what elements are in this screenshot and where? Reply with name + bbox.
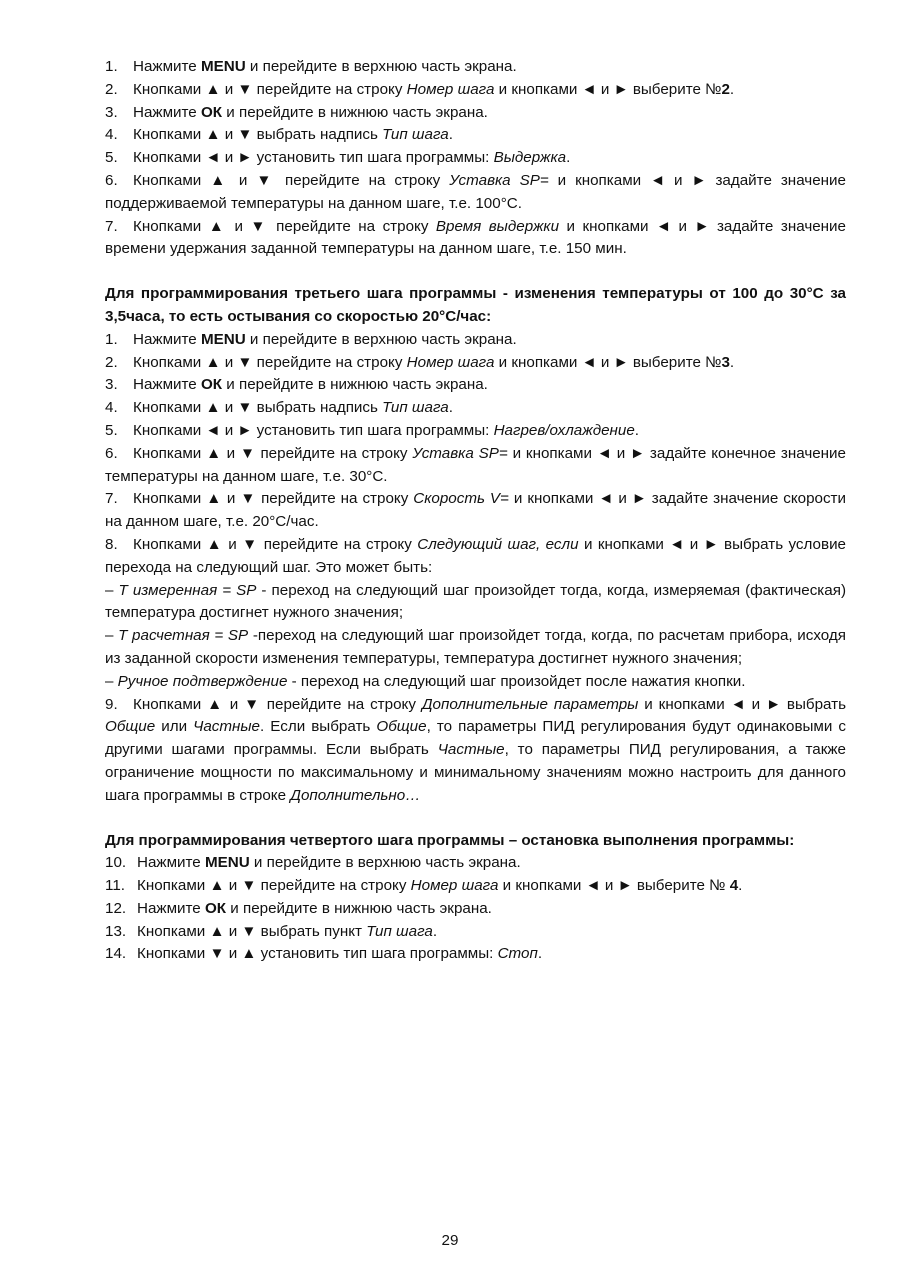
text-run: Тип шага — [382, 399, 449, 417]
transition-conditions — [55, 580, 846, 694]
text-run: Номер шага — [406, 353, 495, 371]
condition-item — [55, 625, 846, 671]
text-run: - переход на следующий шаг произойдет тогда, когда, измеряемая (фактическая) температура достигнет нужного значения; — [105, 581, 846, 622]
text-run: . — [448, 126, 453, 144]
text-run: , то параметры ПИД регулирования будут одинаковыми с другими шагами программы. Если выбрать — [105, 718, 846, 759]
text-run: Дополнительно… — [290, 786, 421, 804]
list-item — [55, 374, 846, 397]
text-run: Частные — [437, 741, 505, 759]
text-run: Уставка SP= — [412, 444, 508, 462]
text-run: Скорость V= — [413, 490, 509, 508]
list-number: 3. — [105, 103, 118, 121]
text-run: Общие — [376, 718, 427, 736]
text-run: Кнопками ▲ и ▼ перейдите на строку — [133, 490, 414, 508]
text-run: – — [105, 627, 119, 645]
text-run: Кнопками ▲ и ▼ перейдите на строку — [133, 444, 413, 462]
text-run: Уставка SP= — [449, 171, 549, 189]
text-run: MENU — [200, 58, 246, 75]
list-number: 7. — [105, 217, 118, 235]
text-run: и кнопками ◄ и ► выберите № — [498, 877, 730, 895]
text-run: Кнопками ▲ и ▼ перейдите на строку — [133, 353, 407, 371]
text-run: Кнопками ▲ и ▼ выбрать пункт — [137, 922, 367, 940]
text-run: Кнопками ▲ и ▼ перейдите на строку — [133, 695, 422, 713]
step4-instructions — [55, 852, 846, 966]
text-run: Т расчетная = SP — [118, 627, 249, 645]
text-run: . — [729, 353, 735, 371]
text-run: ОК — [204, 899, 227, 917]
text-run: и перейдите в верхнюю часть экрана. — [249, 854, 521, 872]
text-run: Частные — [193, 718, 261, 736]
text-run: MENU — [200, 330, 246, 348]
list-number: 8. — [105, 535, 118, 553]
list-item — [55, 443, 846, 489]
text-run: Нажмите — [133, 103, 201, 121]
list-number: 1. — [105, 58, 118, 75]
list-number: 12. — [105, 899, 127, 917]
text-run: Тип шага — [382, 126, 449, 144]
step2-instructions — [55, 56, 846, 261]
text-run: и кнопками ◄ и ► выберите № — [494, 353, 722, 371]
list-item — [55, 852, 846, 875]
list-number: 7. — [105, 490, 118, 508]
list-number: 4. — [105, 399, 118, 417]
text-run: Кнопками ▲ и ▼ перейдите на строку — [133, 80, 407, 98]
text-run: Общие — [105, 718, 156, 736]
text-run: Номер шага — [410, 877, 499, 895]
list-item — [55, 397, 846, 420]
list-item — [55, 694, 846, 808]
text-run: . — [634, 421, 640, 439]
text-run: Ручное подтверждение — [117, 672, 288, 690]
list-number: 5. — [105, 149, 118, 167]
list-number: 3. — [105, 376, 118, 394]
text-run: и кнопками ◄ и ► задайте значение времени удержания заданной температуры на данном шаге, т.е. 150 мин. — [105, 217, 846, 258]
list-item — [55, 420, 846, 443]
list-number: 10. — [105, 854, 127, 872]
list-number: 9. — [105, 695, 118, 713]
text-run: Дополнительные параметры — [421, 695, 639, 713]
text-run: Нажмите — [133, 376, 201, 394]
text-run: . — [729, 80, 735, 98]
text-run: Нажмите — [137, 899, 205, 917]
text-run: и кнопками ◄ и ► задайте значение скорости на данном шаге, т.е. 20°С/час. — [105, 490, 847, 531]
text-run: и кнопками ◄ и ► задайте значение поддерживаемой температуры на данном шаге, т.е. 100°С. — [105, 171, 846, 212]
text-run: – — [105, 581, 119, 599]
list-item — [55, 488, 846, 534]
text-run: Нажмите — [137, 854, 205, 872]
text-run: . — [537, 945, 543, 963]
text-run: и перейдите в верхнюю часть экрана. — [245, 58, 517, 75]
text-run: Кнопками ▼ и ▲ установить тип шага программы: — [137, 945, 498, 963]
list-item — [55, 147, 846, 170]
document-page — [55, 56, 846, 966]
text-run: и перейдите в нижнюю часть экрана. — [222, 103, 488, 121]
text-run: . — [566, 149, 571, 167]
list-number: 6. — [105, 171, 118, 189]
condition-item — [55, 671, 846, 694]
list-number: 1. — [105, 330, 118, 348]
step3-item-9 — [55, 694, 846, 808]
text-run: Тип шага — [366, 922, 433, 940]
text-run: и перейдите в верхнюю часть экрана. — [245, 330, 517, 348]
text-run: Т измеренная = SP — [118, 581, 257, 599]
list-item — [55, 170, 846, 216]
text-run: . — [448, 399, 453, 417]
text-run: Номер шага — [406, 80, 495, 98]
text-run: Кнопками ▲ и ▼ выбрать надпись — [133, 126, 383, 144]
list-number: 13. — [105, 922, 127, 940]
text-run: 4 — [729, 877, 739, 895]
list-item — [55, 352, 846, 375]
list-number: 14. — [105, 945, 127, 963]
text-run: Кнопками ◄ и ► установить тип шага программы: — [133, 421, 494, 439]
condition-item — [55, 580, 846, 626]
text-run: Кнопками ▲ и ▼ перейдите на строку — [133, 217, 436, 235]
text-run: - переход на следующий шаг произойдет после нажатия кнопки. — [287, 672, 746, 690]
text-run: Следующий шаг, если — [417, 535, 579, 553]
text-run: или — [155, 718, 194, 736]
text-run: -переход на следующий шаг произойдет тогда, когда, по расчетам прибора, исходя из заданной скорости изменения температуры, температура достигнет нужного значения; — [105, 627, 846, 667]
text-run: MENU — [204, 854, 250, 872]
step3-instructions — [55, 329, 846, 580]
section-heading-step4: Для программирования четвертого шага программы – остановка выполнения программы: — [105, 831, 795, 849]
text-run: Выдержка — [493, 149, 567, 167]
text-run: Нагрев/охлаждение — [493, 421, 635, 439]
list-item — [55, 79, 846, 102]
list-number: 11. — [105, 877, 125, 895]
text-run: Нажмите — [133, 330, 201, 348]
text-run: и перейдите в нижнюю часть экрана. — [222, 376, 488, 394]
list-number: 5. — [105, 421, 118, 439]
text-run: Кнопками ▲ и ▼ выбрать надпись — [133, 399, 383, 417]
text-run: . Если выбрать — [260, 718, 377, 736]
text-run: ОК — [200, 103, 223, 121]
text-run: 2 — [721, 80, 730, 98]
list-item — [55, 329, 846, 352]
text-run: . — [432, 922, 438, 940]
list-number: 2. — [105, 80, 118, 98]
list-number: 4. — [105, 126, 118, 144]
list-item — [55, 124, 846, 147]
list-number: 2. — [105, 353, 118, 371]
list-item — [55, 921, 846, 944]
list-item — [55, 898, 846, 921]
text-run: Стоп — [497, 945, 538, 963]
text-run: 3 — [721, 353, 730, 371]
text-run: Нажмите — [133, 58, 201, 75]
text-run: . — [738, 877, 743, 895]
text-run: и кнопками ◄ и ► выбрать — [638, 695, 847, 713]
list-item — [55, 875, 846, 898]
text-run: и перейдите в нижнюю часть экрана. — [226, 899, 492, 917]
list-item — [55, 56, 846, 79]
page-number: 29 — [441, 1232, 459, 1249]
section-heading-step3: Для программирования третьего шага программы - изменения температуры от 100 до 30°С за 3,5часа, то есть остывания со скоростью 20°С/час: — [105, 285, 846, 325]
text-run: , то параметры ПИД регулирования, а также ограничение мощности по максимальному и минимальному значениям можно настроить для данного шага программы в строке — [105, 741, 846, 804]
text-run: Кнопками ◄ и ► установить тип шага программы: — [133, 149, 494, 167]
text-run: Кнопками ▲ и ▼ перейдите на строку — [137, 877, 411, 895]
list-item — [55, 216, 846, 262]
list-item — [55, 943, 846, 966]
list-number: 6. — [105, 444, 118, 462]
text-run: ОК — [200, 376, 223, 394]
text-run: Время выдержки — [435, 217, 560, 235]
text-run: Кнопками ▲ и ▼ перейдите на строку — [133, 535, 418, 553]
list-item — [55, 534, 846, 580]
text-run: – — [105, 672, 118, 690]
text-run: и кнопками ◄ и ► задайте конечное значение температуры на данном шаге, т.е. 30°С. — [105, 444, 846, 485]
list-item — [55, 102, 846, 125]
text-run: и кнопками ◄ и ► выбрать условие перехода на следующий шаг. Это может быть: — [105, 535, 847, 576]
text-run: Кнопками ▲ и ▼ перейдите на строку — [133, 171, 450, 189]
text-run: и кнопками ◄ и ► выберите № — [494, 80, 722, 98]
